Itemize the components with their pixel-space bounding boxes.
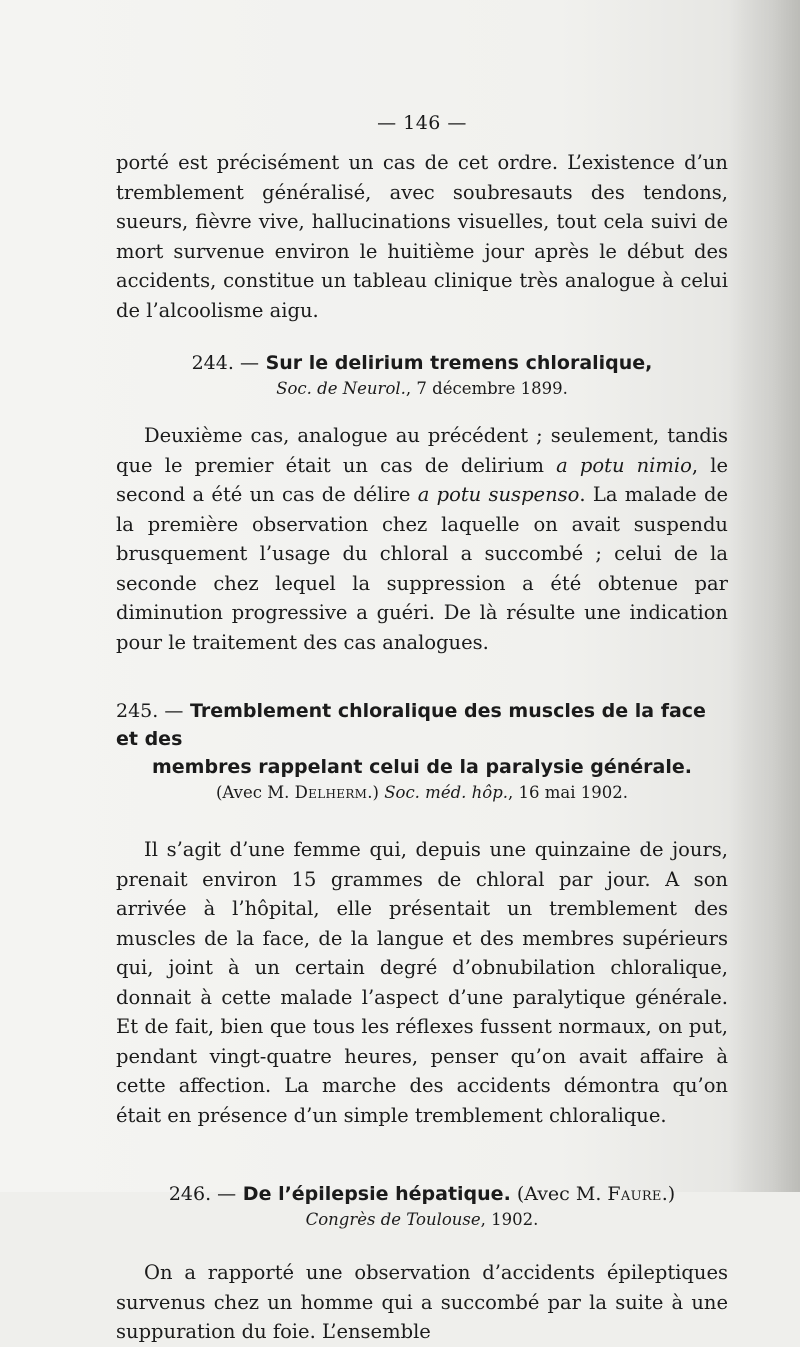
page-content — [116, 112, 728, 1347]
section-244-journal: Soc. de Neurol. — [276, 379, 406, 398]
section-244-italic-nimio: a potu nimio — [556, 453, 692, 477]
section-244-title: Sur le delirium tremens chloralique, — [265, 352, 653, 374]
section-246-journal: Congrès de Toulouse — [305, 1210, 481, 1229]
section-245-ref-prefix: (Avec M. — [216, 783, 295, 802]
page-edge-shadow — [730, 0, 800, 1192]
section-245-number: 245. — — [116, 700, 184, 722]
section-246-heading — [116, 1180, 728, 1208]
section-244-paragraph — [116, 421, 728, 657]
section-246-title: De l’épilepsie hépatique. — [242, 1183, 511, 1205]
section-246-ref-suffix: .) — [661, 1183, 676, 1205]
section-245-reference — [116, 781, 728, 805]
section-246-reference — [116, 1208, 728, 1232]
section-244-text-part2: , le second a été un cas de délire — [116, 453, 728, 506]
section-246-inline-ref — [511, 1183, 675, 1205]
section-244-date: , 7 décembre 1899. — [405, 379, 568, 398]
section-246-ref-prefix: (Avec M. — [510, 1183, 608, 1205]
section-244-reference — [116, 377, 728, 401]
section-246-paragraph: On a rapporté une observation d’accidents épileptiques survenus chez un homme qui a succombé par la suite à une suppuration du foie. L’ensemble — [116, 1261, 728, 1343]
section-245-ref-mid: .) — [367, 783, 385, 802]
page-number: — 146 — — [377, 112, 467, 134]
section-245-title-line2: membres rappelant celui de la paralysie générale. — [151, 756, 692, 778]
section-246-author: Faure — [607, 1183, 662, 1205]
section-244-italic-suspenso: a potu suspenso — [417, 483, 580, 506]
section-245-author: Delherm — [294, 783, 368, 802]
section-245-paragraph: Il s’agit d’une femme qui, depuis une quinzaine de jours, prenait environ 15 grammes de chloral par jour. A son arrivée à l’hôpital, elle présentait un tremblement des muscles de la face, de la langue et des membres supérieurs qui, joint à un certain degré d’obnubilation chloralique, donnait à cette malade l’aspect d’une paralytique générale. Et de fait, bien que tous les réflexes fussent normaux, on put, pendant vingt-quatre heures, penser qu’on avait affaire à cette affection. La marche des accidents démontra qu’on était en présence d’un simple tremblement chloralique. — [116, 838, 728, 1127]
section-244-heading — [116, 349, 728, 377]
section-245-title-line1: Tremblement chloralique des muscles de la face et des — [116, 700, 706, 750]
section-244-text-part3: . La malade de la première observation chez laquelle on avait suspendu brusquement l’usage du chloral a succombé ; celui de la seconde chez lequel la suppression a été obtenue par diminution progressive a guéri. De là résulte une indication pour le traitement des cas analogues. — [116, 483, 729, 654]
section-246-date: , 1902. — [480, 1210, 539, 1229]
section-244-number: 244. — — [191, 352, 259, 374]
section-245-journal: Soc. méd. hôp. — [384, 783, 509, 802]
intro-paragraph: porté est précisément un cas de cet ordre. L’existence d’un tremblement généralisé, avec soubresauts des tendons, sueurs, fièvre vive, hallucinations visuelles, tout cela suivi de mort survenue environ le huitième jour après le début des accidents, constitue un tableau clinique très analogue à celui de l’alcoolisme aigu. — [116, 151, 728, 322]
section-245-heading — [116, 697, 728, 781]
section-244-text-part1: Deuxième cas, analogue au précédent ; seulement, tandis que le premier était un cas de delirium — [116, 424, 728, 477]
section-246-number: 246. — — [168, 1183, 237, 1205]
section-245-date: , 16 mai 1902. — [508, 783, 628, 802]
